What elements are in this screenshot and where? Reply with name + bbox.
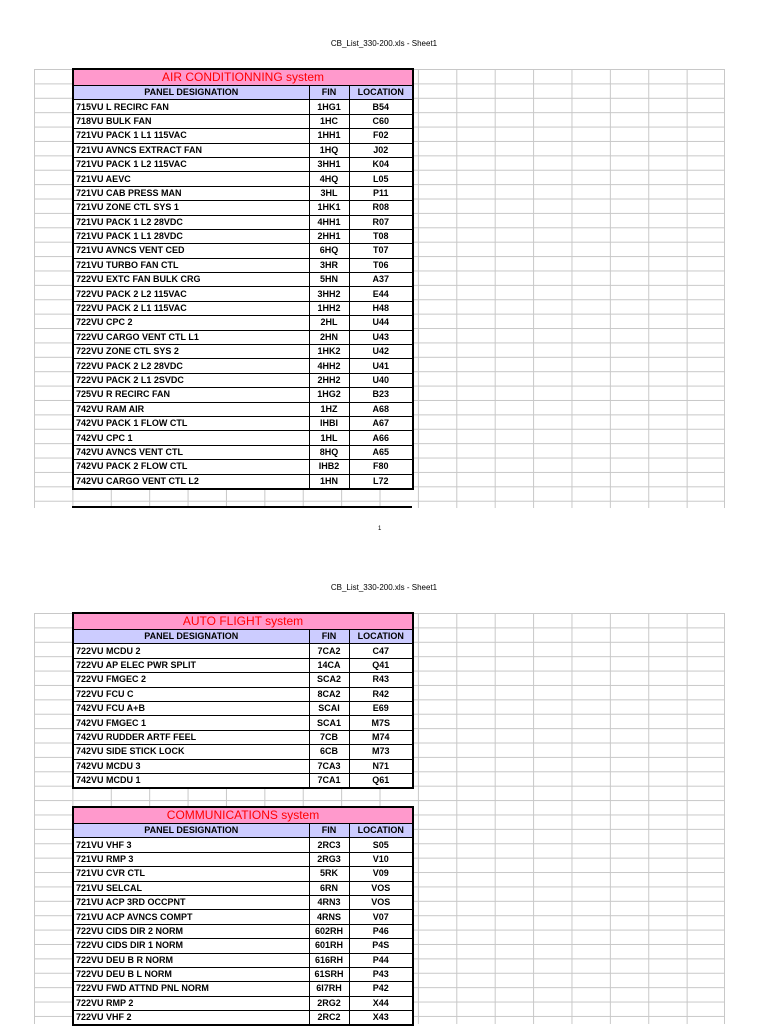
table-row [73, 373, 413, 387]
location-cell: H48 [349, 301, 413, 315]
designation-cell: 722VU MCDU 2 [73, 644, 309, 658]
table-row [73, 881, 413, 895]
fin-cell: 4RNS [309, 910, 349, 924]
designation-cell: 742VU FMGEC 1 [73, 716, 309, 730]
designation-cell: 721VU AVNCS EXTRACT FAN [73, 143, 309, 157]
location-cell: C60 [349, 114, 413, 128]
location-cell: B54 [349, 100, 413, 114]
designation-cell: 721VU AEVC [73, 172, 309, 186]
fin-cell: 5HN [309, 273, 349, 287]
table-title: AIR CONDITIONNING system [73, 69, 413, 86]
designation-cell: 742VU MCDU 3 [73, 759, 309, 773]
designation-cell: 742VU PACK 2 FLOW CTL [73, 460, 309, 474]
fin-cell: SCAI [309, 701, 349, 715]
table-row [73, 745, 413, 759]
fin-cell: 4HH2 [309, 359, 349, 373]
fin-cell: 616RH [309, 953, 349, 967]
table-title: AUTO FLIGHT system [73, 613, 413, 630]
designation-cell: 721VU TURBO FAN CTL [73, 258, 309, 272]
designation-cell: 722VU PACK 2 L1 115VAC [73, 301, 309, 315]
fin-cell: 61SRH [309, 967, 349, 981]
table-row [73, 359, 413, 373]
table-row [73, 939, 413, 953]
location-cell: M7S [349, 716, 413, 730]
fin-cell: 7CA1 [309, 773, 349, 788]
location-cell: VOS [349, 881, 413, 895]
location-cell: V07 [349, 910, 413, 924]
location-cell: U40 [349, 373, 413, 387]
location-cell: U44 [349, 316, 413, 330]
designation-cell: 722VU RMP 2 [73, 996, 309, 1010]
fin-cell: 1HL [309, 431, 349, 445]
location-cell: P11 [349, 186, 413, 200]
location-cell: M74 [349, 730, 413, 744]
table-row [73, 229, 413, 243]
table-row [73, 258, 413, 272]
fin-cell: 6CB [309, 745, 349, 759]
table-row [73, 658, 413, 672]
fin-cell: 1HN [309, 474, 349, 489]
table-row [73, 172, 413, 186]
location-cell: A37 [349, 273, 413, 287]
location-cell: P44 [349, 953, 413, 967]
designation-cell: 722VU CIDS DIR 1 NORM [73, 939, 309, 953]
location-cell: N71 [349, 759, 413, 773]
designation-cell: 722VU PACK 2 L1 2SVDC [73, 373, 309, 387]
fin-cell: 7CB [309, 730, 349, 744]
table-row [73, 330, 413, 344]
designation-cell: 742VU CARGO VENT CTL L2 [73, 474, 309, 489]
location-cell: R08 [349, 201, 413, 215]
location-cell: Q41 [349, 658, 413, 672]
location-cell: P4S [349, 939, 413, 953]
table-row [73, 673, 413, 687]
table-row [73, 460, 413, 474]
location-cell: T06 [349, 258, 413, 272]
location-cell: X43 [349, 1011, 413, 1026]
table-row [73, 402, 413, 416]
fin-cell: 1HC [309, 114, 349, 128]
designation-cell: 721VU VHF 3 [73, 838, 309, 852]
fin-cell: 1HG1 [309, 100, 349, 114]
table-row [73, 953, 413, 967]
location-cell: U42 [349, 345, 413, 359]
location-cell: S05 [349, 838, 413, 852]
designation-cell: 742VU SIDE STICK LOCK [73, 745, 309, 759]
location-cell: C47 [349, 644, 413, 658]
designation-cell: 722VU FCU C [73, 687, 309, 701]
fin-cell: 3HR [309, 258, 349, 272]
table-row [73, 910, 413, 924]
table-row [73, 445, 413, 459]
designation-cell: 721VU ZONE CTL SYS 1 [73, 201, 309, 215]
table-row [73, 644, 413, 658]
table-row [73, 431, 413, 445]
designation-cell: 722VU PACK 2 L2 28VDC [73, 359, 309, 373]
fin-cell: 4HQ [309, 172, 349, 186]
designation-cell: 742VU MCDU 1 [73, 773, 309, 788]
table-row [73, 759, 413, 773]
fin-cell: 5RK [309, 867, 349, 881]
location-cell: M73 [349, 745, 413, 759]
table-row [73, 416, 413, 430]
fin-cell: 2HL [309, 316, 349, 330]
fin-cell: 7CA2 [309, 644, 349, 658]
location-cell: F80 [349, 460, 413, 474]
auto-flight-table [72, 612, 414, 789]
table-row [73, 316, 413, 330]
table-row [73, 924, 413, 938]
column-header-designation: PANEL DESIGNATION [73, 630, 309, 644]
fin-cell: 2HH2 [309, 373, 349, 387]
table-row [73, 716, 413, 730]
designation-cell: 721VU PACK 1 L2 28VDC [73, 215, 309, 229]
designation-cell: 742VU CPC 1 [73, 431, 309, 445]
table-row [73, 215, 413, 229]
fin-cell: 6I7RH [309, 982, 349, 996]
fin-cell: 4HH1 [309, 215, 349, 229]
fin-cell: 1HZ [309, 402, 349, 416]
column-header-location: LOCATION [349, 824, 413, 838]
location-cell: P46 [349, 924, 413, 938]
location-cell: T07 [349, 244, 413, 258]
location-cell: L72 [349, 474, 413, 489]
fin-cell: 1HH2 [309, 301, 349, 315]
table-row [73, 100, 413, 114]
designation-cell: 722VU FMGEC 2 [73, 673, 309, 687]
fin-cell: 7CA3 [309, 759, 349, 773]
designation-cell: 721VU ACP AVNCS COMPT [73, 910, 309, 924]
table-row [73, 730, 413, 744]
table-row [73, 867, 413, 881]
table-row [73, 852, 413, 866]
designation-cell: 721VU CAB PRESS MAN [73, 186, 309, 200]
table-row [73, 1011, 413, 1026]
fin-cell: 1HQ [309, 143, 349, 157]
fin-cell: 8CA2 [309, 687, 349, 701]
designation-cell: 721VU PACK 1 L1 115VAC [73, 129, 309, 143]
table-row [73, 301, 413, 315]
designation-cell: 722VU CARGO VENT CTL L1 [73, 330, 309, 344]
table-row [73, 186, 413, 200]
fin-cell: 1HK1 [309, 201, 349, 215]
table-row [73, 143, 413, 157]
table-row [73, 201, 413, 215]
location-cell: R07 [349, 215, 413, 229]
designation-cell: 721VU PACK 1 L1 28VDC [73, 229, 309, 243]
table-title: COMMUNICATIONS system [73, 807, 413, 824]
table-row [73, 687, 413, 701]
column-header-location: LOCATION [349, 630, 413, 644]
designation-cell: 742VU AVNCS VENT CTL [73, 445, 309, 459]
page-header: CB_List_330-200.xls - Sheet1 [330, 39, 438, 48]
column-header-fin: FIN [309, 630, 349, 644]
designation-cell: 742VU RUDDER ARTF FEEL [73, 730, 309, 744]
designation-cell: 725VU R RECIRC FAN [73, 388, 309, 402]
table-end-rule [72, 506, 412, 508]
table-row [73, 982, 413, 996]
designation-cell: 721VU RMP 3 [73, 852, 309, 866]
location-cell: E69 [349, 701, 413, 715]
table-row [73, 388, 413, 402]
page-number: 1 [378, 526, 382, 532]
location-cell: VOS [349, 895, 413, 909]
designation-cell: 722VU EXTC FAN BULK CRG [73, 273, 309, 287]
table-row [73, 838, 413, 852]
location-cell: A66 [349, 431, 413, 445]
fin-cell: 3HL [309, 186, 349, 200]
fin-cell: 2HN [309, 330, 349, 344]
location-cell: P42 [349, 982, 413, 996]
location-cell: T08 [349, 229, 413, 243]
fin-cell: IHBI [309, 416, 349, 430]
table-row [73, 345, 413, 359]
fin-cell: 6RN [309, 881, 349, 895]
air-conditioning-table [72, 68, 414, 490]
designation-cell: 718VU BULK FAN [73, 114, 309, 128]
table-row [73, 287, 413, 301]
fin-cell: 8HQ [309, 445, 349, 459]
column-header-designation: PANEL DESIGNATION [73, 824, 309, 838]
table-row [73, 701, 413, 715]
designation-cell: 721VU AVNCS VENT CED [73, 244, 309, 258]
location-cell: L05 [349, 172, 413, 186]
column-header-fin: FIN [309, 86, 349, 100]
fin-cell: 3HH2 [309, 287, 349, 301]
location-cell: V10 [349, 852, 413, 866]
location-cell: B23 [349, 388, 413, 402]
designation-cell: 722VU DEU B L NORM [73, 967, 309, 981]
location-cell: K04 [349, 157, 413, 171]
column-header-fin: FIN [309, 824, 349, 838]
designation-cell: 722VU CPC 2 [73, 316, 309, 330]
table-row [73, 967, 413, 981]
location-cell: E44 [349, 287, 413, 301]
column-header-designation: PANEL DESIGNATION [73, 86, 309, 100]
fin-cell: IHB2 [309, 460, 349, 474]
location-cell: X44 [349, 996, 413, 1010]
fin-cell: 1HG2 [309, 388, 349, 402]
location-cell: A68 [349, 402, 413, 416]
designation-cell: 722VU FWD ATTND PNL NORM [73, 982, 309, 996]
designation-cell: 722VU AP ELEC PWR SPLIT [73, 658, 309, 672]
designation-cell: 722VU CIDS DIR 2 NORM [73, 924, 309, 938]
location-cell: U41 [349, 359, 413, 373]
designation-cell: 721VU ACP 3RD OCCPNT [73, 895, 309, 909]
designation-cell: 742VU RAM AIR [73, 402, 309, 416]
designation-cell: 722VU PACK 2 L2 115VAC [73, 287, 309, 301]
fin-cell: SCA2 [309, 673, 349, 687]
location-cell: F02 [349, 129, 413, 143]
location-cell: A65 [349, 445, 413, 459]
table-row [73, 273, 413, 287]
fin-cell: 602RH [309, 924, 349, 938]
page-header: CB_List_330-200.xls - Sheet1 [330, 583, 438, 592]
location-cell: V09 [349, 867, 413, 881]
fin-cell: 2HH1 [309, 229, 349, 243]
designation-cell: 721VU SELCAL [73, 881, 309, 895]
fin-cell: 1HH1 [309, 129, 349, 143]
fin-cell: 6HQ [309, 244, 349, 258]
designation-cell: 722VU DEU B R NORM [73, 953, 309, 967]
designation-cell: 722VU ZONE CTL SYS 2 [73, 345, 309, 359]
table-row [73, 114, 413, 128]
table-row [73, 895, 413, 909]
location-cell: A67 [349, 416, 413, 430]
fin-cell: 3HH1 [309, 157, 349, 171]
fin-cell: 2RC2 [309, 1011, 349, 1026]
table-row [73, 474, 413, 489]
location-cell: U43 [349, 330, 413, 344]
designation-cell: 742VU FCU A+B [73, 701, 309, 715]
table-row [73, 157, 413, 171]
designation-cell: 722VU VHF 2 [73, 1011, 309, 1026]
column-header-location: LOCATION [349, 86, 413, 100]
fin-cell: 4RN3 [309, 895, 349, 909]
location-cell: R42 [349, 687, 413, 701]
fin-cell: SCA1 [309, 716, 349, 730]
fin-cell: 601RH [309, 939, 349, 953]
designation-cell: 715VU L RECIRC FAN [73, 100, 309, 114]
table-row [73, 129, 413, 143]
table-row [73, 773, 413, 788]
fin-cell: 14CA [309, 658, 349, 672]
designation-cell: 742VU PACK 1 FLOW CTL [73, 416, 309, 430]
fin-cell: 2RC3 [309, 838, 349, 852]
designation-cell: 721VU CVR CTL [73, 867, 309, 881]
fin-cell: 2RG2 [309, 996, 349, 1010]
location-cell: Q61 [349, 773, 413, 788]
location-cell: R43 [349, 673, 413, 687]
table-row [73, 244, 413, 258]
fin-cell: 2RG3 [309, 852, 349, 866]
location-cell: J02 [349, 143, 413, 157]
designation-cell: 721VU PACK 1 L2 115VAC [73, 157, 309, 171]
fin-cell: 1HK2 [309, 345, 349, 359]
communications-table [72, 806, 414, 1026]
table-row [73, 996, 413, 1010]
location-cell: P43 [349, 967, 413, 981]
